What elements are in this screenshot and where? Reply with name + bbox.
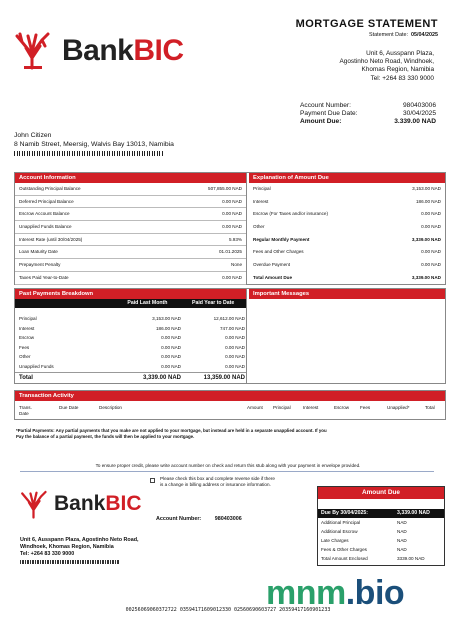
explanation-row: Regular Monthly Payment 3,339.00 NAD — [253, 236, 441, 242]
cut-line — [20, 471, 434, 472]
page-title: MORTGAGE STATEMENT — [295, 18, 438, 30]
brand-name-part1: Bank — [62, 34, 134, 67]
change-address-checkbox[interactable] — [150, 478, 155, 483]
explanation-row: Total Amount Due 3,339.00 NAD — [253, 274, 441, 280]
transaction-column-header: Principal — [273, 405, 291, 410]
customer-address: 8 Namib Street, Meersig, Walvis Bay 13013, Namibia — [14, 141, 174, 148]
stub-line: Additional Escrow NAD — [321, 529, 407, 534]
explanation-row: Fees and Other Charges 0.00 NAD — [253, 249, 441, 255]
stub-account: Account Number: 980403006 — [156, 516, 242, 522]
footnote: *Partial Payments: Any partial payments that you make are not applied to your mortgage, but instead are held in a separate unapplied account. If you Pay the balance of a partial payment, the funds will then be applied to your mortgage. — [16, 428, 327, 439]
past-payment-row: Unapplied Funds 0.00 NAD 0.00 NAD — [19, 363, 245, 369]
messages-title: Important Messages — [249, 289, 445, 299]
account-info-row: Escrow Account Balance 0.00 NAD — [15, 208, 246, 221]
stub-line: Fees & Other Charges NAD — [321, 547, 407, 552]
col-paid-last-month: Paid Last Month — [127, 300, 168, 306]
account-info-row: Loan Maturity Date 01.01.2025 — [15, 246, 246, 259]
stub-bank-address: Unit 6, Ausspann Plaza, Agostinho Neto Road, Windhoek, Khomas Region, Namibia Tel: +264 83 330 9000 — [20, 537, 139, 564]
explanation-row: Escrow (For Taxes and/or insurance) 0.00 NAD — [253, 211, 441, 217]
stub-due-value: 3,339.00 NAD — [397, 510, 430, 516]
past-payment-row: Interest 186.00 NAD 747.00 NAD — [19, 325, 245, 331]
change-address-note: Please check this box and complete reverse side if there is a change in billing address or insurance information. — [160, 476, 275, 487]
transaction-column-header: Fees — [360, 405, 371, 410]
stub-line: Late Charges NAD — [321, 538, 407, 543]
transaction-column-header: Trans. Date — [19, 405, 32, 416]
transaction-column-header: Total — [425, 405, 435, 410]
tree-logo-icon — [20, 488, 50, 520]
brand-name-part2: BIC — [133, 34, 184, 67]
account-info-row: Interest Rate (until 30/04/2025) 5.93% — [15, 234, 246, 247]
transaction-title: Transaction Activity — [15, 391, 445, 401]
bank-logo — [14, 30, 224, 72]
past-payment-row: Fees 0.00 NAD 0.00 NAD — [19, 344, 245, 350]
stub-line: Additional Principal NAD — [321, 520, 407, 525]
transaction-panel — [14, 390, 446, 420]
explanation-row: Other 0.00 NAD — [253, 224, 441, 230]
watermark: mnm.bio — [266, 574, 405, 612]
transaction-column-header: Description — [99, 405, 122, 410]
col-paid-ytd: Paid Year to Date — [191, 300, 235, 306]
statement-date: Statement Date: 05/04/2025 — [369, 32, 438, 38]
payments-panel — [14, 288, 446, 384]
stub-line: Total Amount Enclosed 3339.00 NAD — [321, 556, 425, 561]
transaction-column-header: Due Date — [59, 405, 79, 410]
account-info-row: Outstanding Principal Balance 507,855.00 NAD — [15, 183, 246, 196]
account-info-title: Account Information — [15, 173, 246, 183]
stub-logo: BankBIC — [20, 488, 50, 525]
stub-due-label: Due By 30/04/2025: — [321, 510, 369, 516]
transaction-column-header: Escrow — [334, 405, 350, 410]
account-info-row: Taxes Paid Year-to-Date 0.00 NAD — [15, 272, 246, 285]
past-payments-title: Past Payments Breakdown — [15, 289, 246, 299]
info-panel — [14, 172, 446, 285]
stub-amount-due-title: Amount Due — [318, 487, 444, 499]
tree-logo-icon — [14, 30, 54, 70]
transaction-column-header: Amount — [247, 405, 263, 410]
micr-line: 00256069060372722 03594171609012330 02560690603727 20359417160901233 — [125, 607, 331, 613]
past-payments-total: Total 3,339.00 NAD 13,359.00 NAD — [15, 372, 246, 382]
account-info-row: Prepayment Penalty None — [15, 259, 246, 272]
transaction-column-header: Interest — [303, 405, 319, 410]
explanation-row: Overdue Payment 0.00 NAD — [253, 262, 441, 268]
postal-barcode — [14, 151, 164, 156]
explanation-title: Explanation of Amount Due — [249, 173, 445, 183]
account-info-row: Deferred Principal Balance 0.00 NAD — [15, 196, 246, 209]
past-payment-row: Escrow 0.00 NAD 0.00 NAD — [19, 335, 245, 341]
past-payment-row: Principal 3,153.00 NAD 12,612.00 NAD — [19, 316, 245, 321]
customer-block — [14, 131, 174, 156]
account-info-row: Unapplied Funds Balance 0.00 NAD — [15, 221, 246, 234]
bank-address: Unit 6, Ausspann Plaza, Agostinho Neto Road, Windhoek, Khomas Region, Namibia Tel: +264 83 330 9000 — [339, 50, 434, 82]
customer-name: John Citizen — [14, 132, 52, 139]
explanation-row: Principal 3,153.00 NAD — [253, 186, 441, 191]
past-payment-row: Other 0.00 NAD 0.00 NAD — [19, 354, 245, 360]
explanation-row: Interest 186.00 NAD — [253, 198, 441, 204]
account-summary: Account Number: 980403006 Payment Due Date: 30/04/2025 Amount Due: 3.339.00 NAD — [300, 102, 436, 125]
stub-amount-due-box — [317, 486, 445, 566]
stub-instruction: To ensure proper credit, please write account number on check and return this stub along with your payment in envelope provided. — [95, 463, 361, 468]
transaction-column-header: Unapplied* — [387, 405, 410, 410]
stub-barcode — [20, 560, 120, 564]
